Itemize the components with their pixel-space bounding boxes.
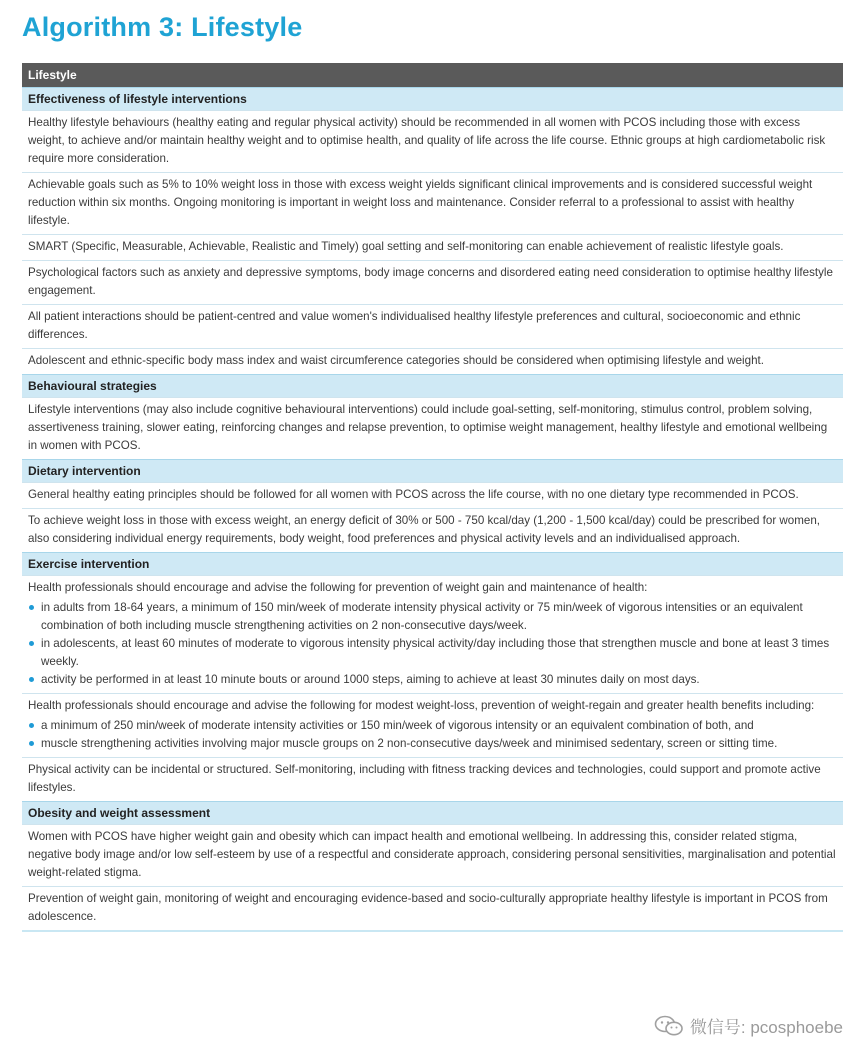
bullet-text: muscle strengthening activities involving major muscle groups on 2 non-consecutive days/week and minimised sedentary, screen or sitting time. <box>41 737 778 750</box>
recommendation-row <box>22 824 843 886</box>
bullet-dot-icon <box>29 605 34 610</box>
recommendation-text: Women with PCOS have higher weight gain and obesity which can impact health and emotional wellbeing. In addressing this, consider related stigma, negative body image and/or low self-esteem by use of a respectful and considerate approach, considering personal sensitivities, marginalisation and potential weight-related stigma. <box>28 830 836 879</box>
page-title: Algorithm 3: Lifestyle <box>22 12 303 42</box>
recommendation-row <box>22 172 843 234</box>
recommendation-text: All patient interactions should be patient-centred and value women's individualised healthy lifestyle preferences and cultural, socioeconomic and ethnic differences. <box>28 310 801 341</box>
lifestyle-table <box>22 63 843 932</box>
recommendation-row <box>22 397 843 459</box>
watermark <box>654 1013 843 1038</box>
bullet-list <box>28 599 837 689</box>
bullet-dot-icon <box>29 641 34 646</box>
recommendation-row <box>22 304 843 348</box>
recommendation-row <box>22 110 843 172</box>
bullet-item <box>28 599 837 635</box>
bullet-dot-icon <box>29 677 34 682</box>
table-header: Lifestyle <box>22 63 843 87</box>
section-heading: Obesity and weight assessment <box>22 801 843 824</box>
recommendation-row <box>22 260 843 304</box>
bullet-text: activity be performed in at least 10 minute bouts or around 1000 steps, aiming to achieve at least 30 minutes daily on most days. <box>41 673 700 686</box>
recommendation-text: Psychological factors such as anxiety and depressive symptoms, body image concerns and disordered eating need consideration to optimise healthy lifestyle engagement. <box>28 266 833 297</box>
recommendation-text: Achievable goals such as 5% to 10% weight loss in those with excess weight yields significant clinical improvements and is considered successful weight reduction within six months. Ongoing monitoring is important in weight loss and maintenance. Consider referral to a professional to assist with healthy lifestyle. <box>28 178 813 227</box>
recommendation-row <box>22 348 843 374</box>
bullet-item <box>28 671 837 689</box>
recommendation-text: Healthy lifestyle behaviours (healthy eating and regular physical activity) should be recommended in all women with PCOS including those with excess weight, to achieve and/or maintain healthy weight and to optimise health, and quality of life across the life course. Ethnic groups at high cardiometabolic risk require more consideration. <box>28 116 826 165</box>
recommendation-text: General healthy eating principles should be followed for all women with PCOS across the life course, with no one dietary type recommended in PCOS. <box>28 488 799 501</box>
recommendation-text: Prevention of weight gain, monitoring of weight and encouraging evidence-based and socio-culturally appropriate healthy lifestyle is important in PCOS from adolescence. <box>28 892 828 923</box>
bullet-item <box>28 717 837 735</box>
recommendation-row <box>22 886 843 930</box>
recommendation-text: Lifestyle interventions (may also include cognitive behavioural interventions) could include goal-setting, self-monitoring, stimulus control, problem solving, assertiveness training, slower eating, reinforcing changes and relapse prevention, to optimise weight management, healthy lifestyle and emotional wellbeing in women with PCOS. <box>28 403 828 452</box>
bullet-item <box>28 735 837 753</box>
bullet-dot-icon <box>29 741 34 746</box>
bullet-list <box>28 717 837 753</box>
section-heading: Behavioural strategies <box>22 374 843 397</box>
recommendation-text: Health professionals should encourage and advise the following for modest weight-loss, prevention of weight-regain and greater health benefits including: <box>28 699 815 712</box>
recommendation-text: Health professionals should encourage and advise the following for prevention of weight gain and maintenance of health: <box>28 581 648 594</box>
recommendation-row <box>22 234 843 260</box>
bullet-dot-icon <box>29 723 34 728</box>
recommendation-text: To achieve weight loss in those with excess weight, an energy deficit of 30% or 500 - 750 kcal/day (1,200 - 1,500 kcal/day) could be prescribed for women, also considering individual energy requirements, body weight, food preferences and physical activity levels and an individualised approach. <box>28 514 821 545</box>
recommendation-text: Adolescent and ethnic-specific body mass index and waist circumference categories should be considered when optimising lifestyle and weight. <box>28 354 764 367</box>
bullet-text: in adolescents, at least 60 minutes of moderate to vigorous intensity physical activity/day including those that strengthen muscle and bone at least 3 times weekly. <box>41 637 830 668</box>
bullet-item <box>28 635 837 671</box>
wechat-icon <box>654 1014 684 1038</box>
recommendation-row <box>22 757 843 801</box>
recommendation-row <box>22 508 843 552</box>
recommendation-row <box>22 482 843 508</box>
watermark-text: 微信号: pcosphoebe <box>689 1018 843 1037</box>
bullet-text: a minimum of 250 min/week of moderate intensity activities or 150 min/week of vigorous intensity or an equivalent combination of both, and <box>41 719 754 732</box>
recommendation-row <box>22 693 843 757</box>
recommendation-row <box>22 575 843 693</box>
section-heading: Effectiveness of lifestyle interventions <box>22 87 843 110</box>
section-heading: Dietary intervention <box>22 459 843 482</box>
table-body <box>22 87 843 930</box>
recommendation-text: Physical activity can be incidental or structured. Self-monitoring, including with fitness tracking devices and technologies, could support and promote active lifestyles. <box>28 763 821 794</box>
recommendation-text: SMART (Specific, Measurable, Achievable, Realistic and Timely) goal setting and self-monitoring can enable achievement of realistic lifestyle goals. <box>28 240 784 253</box>
bullet-text: in adults from 18-64 years, a minimum of 150 min/week of moderate intensity physical activity or 75 min/week of vigorous intensities or an equivalent combination of both including muscle strengthening activities on 2 non-consecutive days/week. <box>41 601 803 632</box>
section-heading: Exercise intervention <box>22 552 843 575</box>
